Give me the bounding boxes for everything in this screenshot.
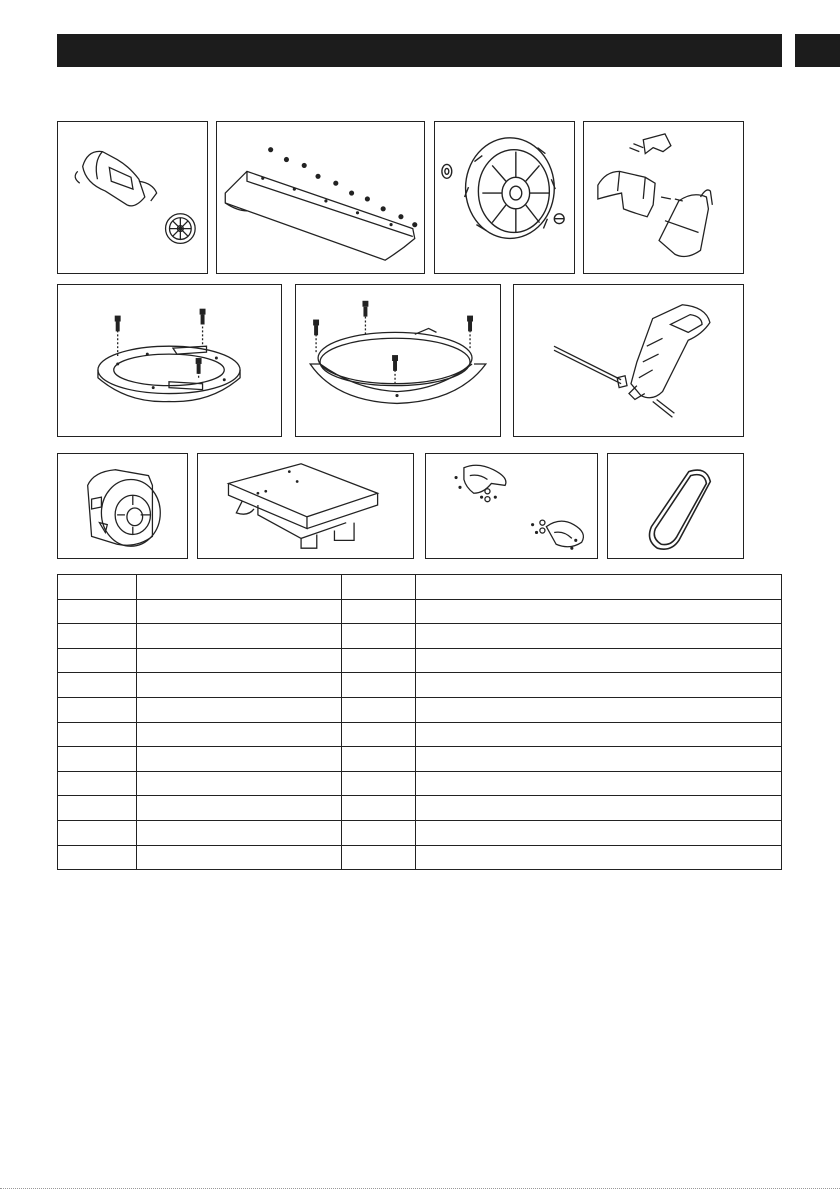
table-cell-quantity-or-code: [341, 673, 416, 698]
table-cell-description: [416, 648, 782, 673]
table-row: [58, 673, 782, 698]
panel-bottom-ring-plate: [57, 284, 282, 437]
table-cell-part-name: [136, 747, 341, 772]
table-cell-description: [416, 722, 782, 747]
table-cell-quantity-or-code: [341, 747, 416, 772]
table-row: [58, 648, 782, 673]
table-cell-description: [416, 575, 782, 600]
table-row: [58, 845, 782, 870]
table-cell-part-number: [58, 796, 137, 821]
page-bottom-edge: [0, 1188, 840, 1189]
table-cell-description: [416, 796, 782, 821]
table-cell-part-number: [58, 624, 137, 649]
panel-battery-compartment: [197, 453, 414, 559]
wheel-icon: [435, 122, 574, 273]
table-cell-quantity-or-code: [341, 722, 416, 747]
table-cell-quantity-or-code: [341, 796, 416, 821]
skid-shoe-icon: [426, 454, 597, 558]
table-cell-part-name: [136, 845, 341, 870]
table-row: [58, 722, 782, 747]
table-row: [58, 624, 782, 649]
handle-icon: [514, 285, 743, 436]
panel-scraper-blade: [216, 121, 425, 274]
table-cell-part-number: [58, 747, 137, 772]
table-cell-description: [416, 624, 782, 649]
panel-wheel-axle-bracket: [57, 121, 208, 274]
panel-handle-bracket: [513, 284, 744, 437]
table-cell-part-name: [136, 624, 341, 649]
panel-wheel: [434, 121, 575, 274]
panel-top-ring-flange: [295, 284, 501, 437]
blade-icon: [217, 122, 424, 273]
panel-drive-belt: [607, 453, 744, 559]
table-cell-part-number: [58, 722, 137, 747]
panel-skid-shoes: [425, 453, 598, 559]
table-cell-part-name: [136, 575, 341, 600]
table-row: [58, 599, 782, 624]
table-cell-part-number: [58, 575, 137, 600]
table-cell-part-name: [136, 673, 341, 698]
table-cell-quantity-or-code: [341, 820, 416, 845]
battery-box-icon: [198, 454, 413, 558]
table-cell-quantity-or-code: [341, 697, 416, 722]
belt-icon: [608, 454, 743, 558]
table-cell-part-name: [136, 796, 341, 821]
table-cell-part-number: [58, 599, 137, 624]
bracket-wheel-icon: [58, 122, 207, 273]
table-cell-quantity-or-code: [341, 624, 416, 649]
table-cell-quantity-or-code: [341, 648, 416, 673]
table-cell-description: [416, 747, 782, 772]
section-header-bar: [57, 34, 782, 67]
chute-icon: [584, 122, 743, 273]
table-row: [58, 697, 782, 722]
table-cell-part-number: [58, 673, 137, 698]
page-tab-marker: [795, 34, 840, 67]
table-cell-quantity-or-code: [341, 599, 416, 624]
ring-plate-icon: [58, 285, 281, 436]
table-cell-part-name: [136, 599, 341, 624]
table-cell-description: [416, 845, 782, 870]
table-cell-quantity-or-code: [341, 771, 416, 796]
panel-motor-housing: [57, 453, 188, 559]
table-cell-part-name: [136, 771, 341, 796]
table-row: [58, 820, 782, 845]
table-row: [58, 796, 782, 821]
table-cell-part-number: [58, 820, 137, 845]
table-cell-description: [416, 697, 782, 722]
table-cell-description: [416, 599, 782, 624]
table-cell-description: [416, 673, 782, 698]
table-cell-description: [416, 820, 782, 845]
panel-chute-assembly: [583, 121, 744, 274]
table-cell-part-number: [58, 648, 137, 673]
table-cell-part-number: [58, 697, 137, 722]
table-cell-part-name: [136, 820, 341, 845]
table-cell-part-name: [136, 648, 341, 673]
table-cell-quantity-or-code: [341, 845, 416, 870]
table-row: [58, 575, 782, 600]
table-cell-quantity-or-code: [341, 575, 416, 600]
table-cell-part-name: [136, 697, 341, 722]
table-row: [58, 771, 782, 796]
table-cell-description: [416, 771, 782, 796]
table-cell-part-number: [58, 845, 137, 870]
table-cell-part-number: [58, 771, 137, 796]
table-row: [58, 747, 782, 772]
table-cell-part-name: [136, 722, 341, 747]
ring-flange-icon: [296, 285, 500, 436]
parts-table: [57, 574, 782, 870]
motor-housing-icon: [58, 454, 187, 558]
